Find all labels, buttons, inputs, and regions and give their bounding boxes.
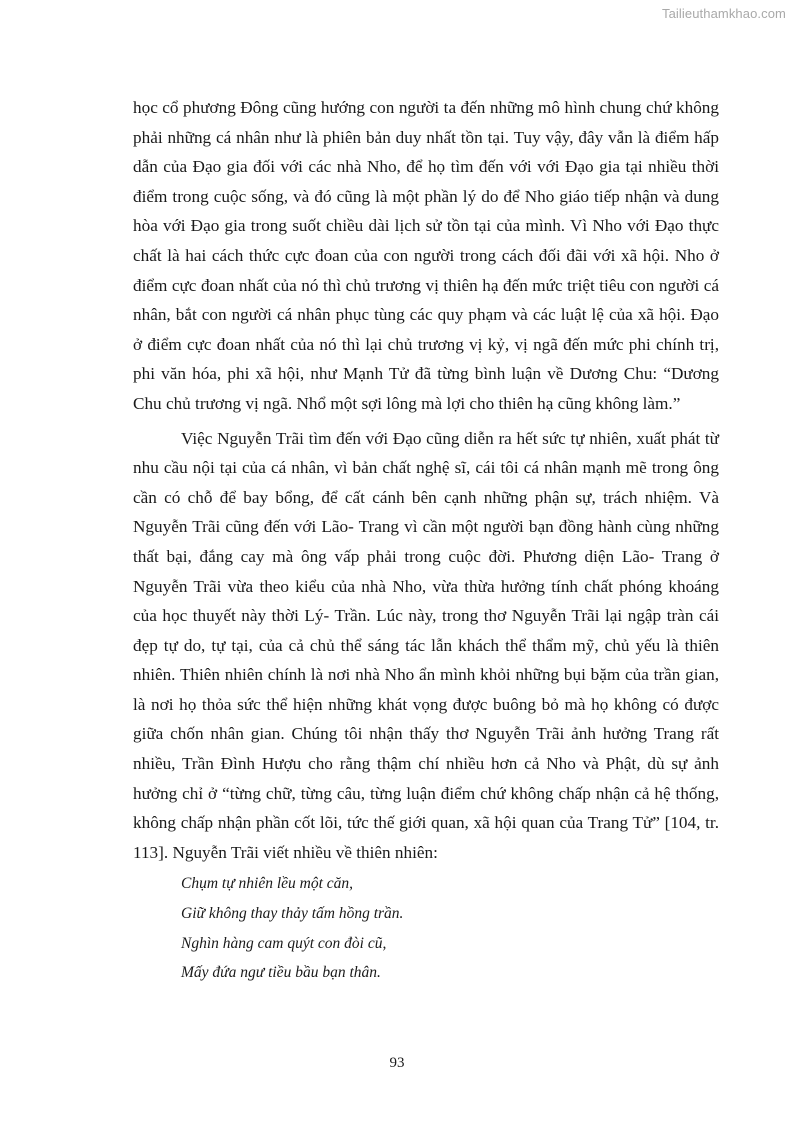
- poem-line: Mấy đứa ngư tiều bầu bạn thân.: [181, 964, 381, 982]
- poem-line: Chụm tự nhiên lều một căn,: [181, 875, 354, 893]
- poem-block: [133, 869, 719, 987]
- document-body: [133, 93, 719, 988]
- page-number: 93: [389, 1055, 405, 1071]
- watermark-text: Tailieuthamkhao.com: [661, 6, 786, 21]
- paragraph-1: học cổ phương Đông cũng hướng con người ta đến những mô hình chung chứ không phải những cá nhân như là phiên bản duy nhất tồn tại. Tuy vậy, đây vẫn là điểm hấp dẫn của Đạo gia đối với các nhà Nho, để họ tìm đến với với Đạo gia tại nhiều thời điểm trong cuộc sống, và đó cũng là một phần lý do để Nho giáo tiếp nhận và dung hòa với Đạo gia trong suốt chiều dài lịch sử tồn tại của mình. Vì Nho với Đạo thực chất là hai cách thức cực đoan của con người trong cách đối đãi với xã hội. Nho ở điểm cực đoan nhất của nó thì chủ trương vị thiên hạ đến mức triệt tiêu con người cá nhân, bắt con người cá nhân phục tùng các quy phạm và các luật lệ của xã hội. Đạo ở điểm cực đoan nhất của nó thì lại chủ trương vị kỷ, vị ngã đến mức phi chính trị, phi văn hóa, phi xã hội, như Mạnh Tử đã từng bình luận về Dương Chu: “Dương Chu chủ trương vị ngã. Nhổ một sợi lông mà lợi cho thiên hạ cũng không làm.”: [133, 98, 719, 413]
- poem-line: Nghìn hàng cam quýt con đòi cũ,: [181, 934, 387, 952]
- paragraph-2: Việc Nguyễn Trãi tìm đến với Đạo cũng diễn ra hết sức tự nhiên, xuất phát từ nhu cầu nội tại của cá nhân, vì bản chất nghệ sĩ, cái tôi cá nhân mạnh mẽ trong ông cần có chỗ để bay bổng, để cất cánh bên cạnh những phận sự, trách nhiệm. Và Nguyễn Trãi cũng đến với Lão- Trang vì cần một người bạn đồng hành cùng những thất bại, đắng cay mà ông vấp phải trong cuộc đời. Phương diện Lão- Trang ở Nguyễn Trãi vừa theo kiểu của nhà Nho, vừa thừa hưởng tính chất phóng khoáng của học thuyết này thời Lý- Trần. Lúc này, trong thơ Nguyễn Trãi lại ngập tràn cái đẹp tự do, tự tại, của cả chủ thể sáng tác lẫn khách thể thẩm mỹ, chủ yếu là thiên nhiên. Thiên nhiên chính là nơi nhà Nho ẩn mình khỏi những bụi bặm của trần gian, là nơi họ thỏa sức thể hiện những khát vọng được buông bỏ mà họ không có được giữa chốn nhân gian. Chúng tôi nhận thấy thơ Nguyễn Trãi ảnh hưởng Trang rất nhiều, Trần Đình Hượu cho rằng thậm chí nhiều hơn cả Nho và Phật, dù sự ảnh hưởng chỉ ở “từng chữ, từng câu, từng luận điểm chứ không chấp nhận cả hệ thống, không chấp nhận phần cốt lõi, tức thế giới quan, xã hội quan của Trang Tử” [104, tr. 113]. Nguyễn Trãi viết nhiều về thiên nhiên:: [133, 428, 719, 862]
- poem-line: Giữ không thay thảy tấm hồng trần.: [181, 905, 404, 923]
